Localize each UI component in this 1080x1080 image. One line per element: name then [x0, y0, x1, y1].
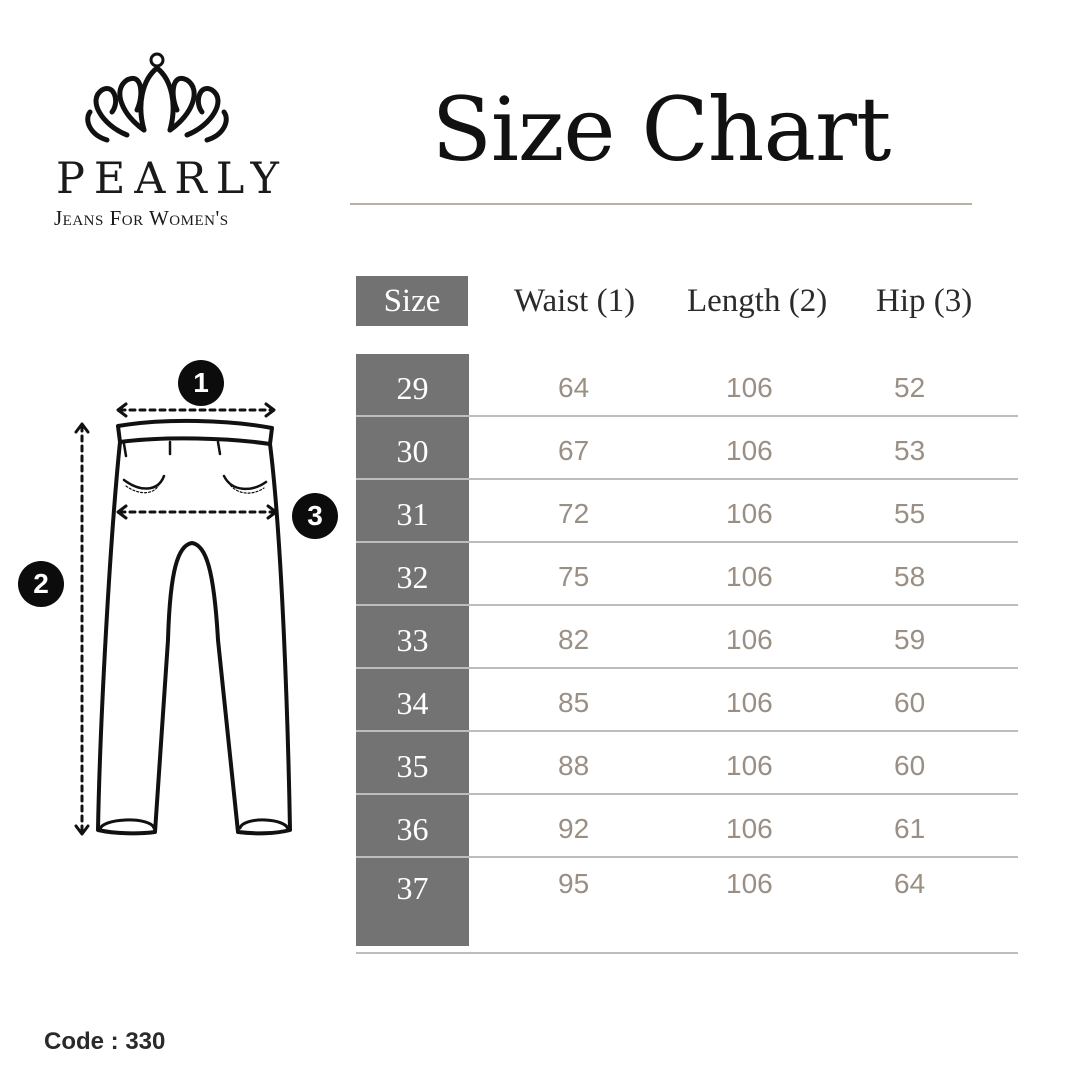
- cell-length: 106: [726, 868, 773, 899]
- title-divider: [350, 203, 972, 205]
- table-row: [356, 858, 1018, 954]
- hip-marker: 3: [292, 493, 338, 539]
- cell-hip: 59: [894, 624, 926, 655]
- cell-length: 106: [726, 813, 773, 844]
- brand-tagline: Jeans For Women's: [54, 206, 229, 230]
- crown-logo-icon: [82, 50, 232, 150]
- header-hip: Hip (3): [876, 283, 973, 319]
- cell-length: 106: [726, 624, 773, 655]
- cell-length: 106: [726, 687, 773, 718]
- cell-size: 31: [396, 496, 429, 532]
- cell-hip: 60: [894, 750, 926, 781]
- cell-size: 34: [396, 685, 429, 721]
- cell-length: 106: [726, 435, 773, 466]
- cell-hip: 52: [894, 372, 926, 403]
- pants-diagram: [0, 340, 350, 860]
- table-row: [356, 417, 1018, 480]
- table-row: [356, 543, 1018, 606]
- cell-waist: 92: [558, 813, 590, 844]
- cell-size: 32: [396, 559, 429, 595]
- cell-size: 37: [396, 870, 429, 906]
- brand-name: PEARLY: [56, 154, 288, 204]
- page-title: Size Chart: [431, 78, 891, 181]
- cell-hip: 61: [894, 813, 926, 844]
- cell-waist: 72: [558, 498, 590, 529]
- cell-waist: 67: [558, 435, 590, 466]
- cell-waist: 85: [558, 687, 590, 718]
- waist-marker: 1: [178, 360, 224, 406]
- length-marker: 2: [18, 561, 64, 607]
- cell-length: 106: [726, 498, 773, 529]
- table-row: [356, 354, 1018, 417]
- table-row: [356, 606, 1018, 669]
- cell-hip: 58: [894, 561, 926, 592]
- size-table: [356, 354, 1018, 954]
- header-length: Length (2): [687, 283, 828, 319]
- table-row: [356, 795, 1018, 858]
- cell-waist: 95: [558, 868, 590, 899]
- cell-size: 36: [396, 811, 429, 847]
- cell-size: 29: [396, 370, 429, 406]
- cell-hip: 64: [894, 868, 926, 899]
- cell-waist: 82: [558, 624, 590, 655]
- brand-logo: [50, 50, 288, 240]
- cell-waist: 64: [558, 372, 590, 403]
- cell-size: 30: [396, 433, 429, 469]
- cell-length: 106: [726, 750, 773, 781]
- table-row: [356, 732, 1018, 795]
- cell-size: 35: [396, 748, 429, 784]
- cell-length: 106: [726, 372, 773, 403]
- header-waist: Waist (1): [514, 283, 636, 319]
- table-row: [356, 480, 1018, 543]
- cell-length: 106: [726, 561, 773, 592]
- cell-size: 33: [396, 622, 429, 658]
- cell-hip: 60: [894, 687, 926, 718]
- product-code: Code : 330: [44, 1028, 166, 1055]
- cell-waist: 88: [558, 750, 590, 781]
- cell-waist: 75: [558, 561, 590, 592]
- cell-hip: 55: [894, 498, 926, 529]
- header-size: Size: [356, 276, 468, 326]
- cell-hip: 53: [894, 435, 926, 466]
- table-row: [356, 669, 1018, 732]
